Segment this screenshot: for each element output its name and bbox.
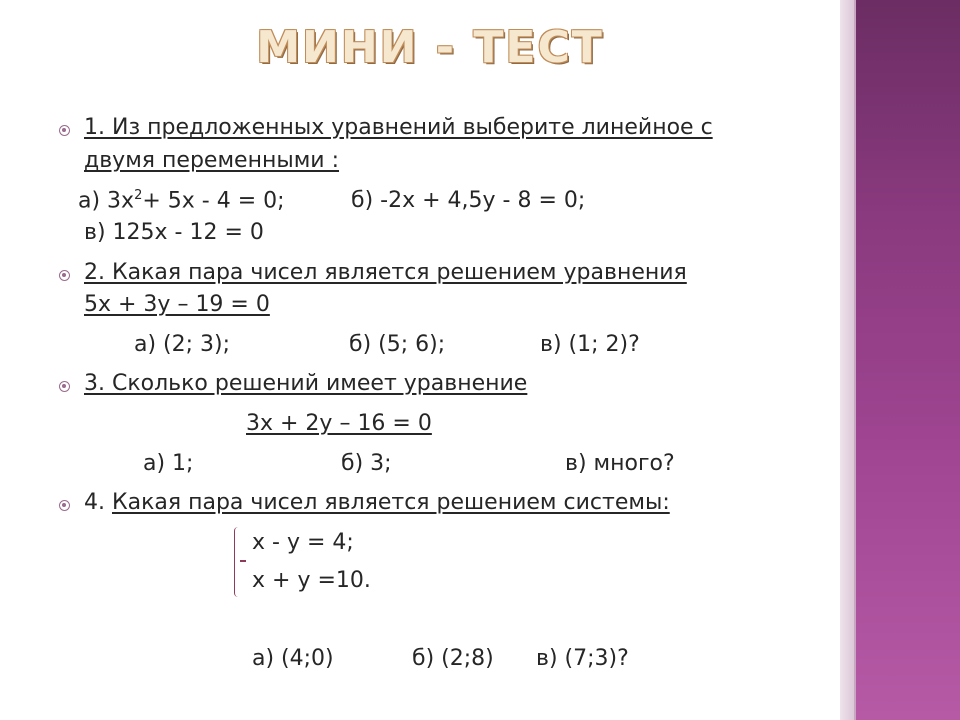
q1-option-c: в) 125х - 12 = 0 xyxy=(84,220,264,245)
q4-option-b: б) (2;8) xyxy=(412,646,494,671)
q2-option-a: а) (2; 3); xyxy=(134,332,231,357)
q3-option-a: а) 1; xyxy=(143,451,194,476)
q4-option-a: а) (4;0) xyxy=(252,646,334,671)
circle-bullet-icon xyxy=(59,381,70,392)
circle-bullet-icon xyxy=(59,270,70,281)
circle-bullet-icon xyxy=(59,500,70,511)
q3-equation: 3х + 2у – 16 = 0 xyxy=(246,411,432,436)
circle-bullet-icon xyxy=(59,125,70,136)
q2-option-b: б) (5; 6); xyxy=(349,332,446,357)
q4-option-c: в) (7;3)? xyxy=(536,646,629,671)
system-brace xyxy=(234,527,245,597)
q4-line xyxy=(84,490,670,515)
q4-text: Какая пара чисел является решением системы: xyxy=(111,490,670,515)
q2-line2: 5х + 3у – 19 = 0 xyxy=(84,292,270,317)
q2-option-c: в) (1; 2)? xyxy=(540,332,640,357)
q1-line1: 1. Из предложенных уравнений выберите линейное с xyxy=(84,115,713,140)
q3-line1: 3. Сколько решений имеет уравнение xyxy=(84,371,528,396)
q1-option-a-suffix: + 5х - 4 = 0; xyxy=(142,188,285,214)
q1-option-a xyxy=(78,188,285,213)
q1-option-a-exponent: 2 xyxy=(134,188,143,203)
q1-option-a-prefix: а) 3х xyxy=(78,188,135,214)
q1-line2: двумя переменными : xyxy=(84,148,340,173)
system-brace-tick xyxy=(240,560,246,562)
q2-line1: 2. Какая пара чисел является решением уравнения xyxy=(84,260,687,285)
q3-option-b: б) 3; xyxy=(341,451,392,476)
q4-equation-2: х + у =10. xyxy=(252,568,371,593)
slide-title: МИНИ - ТЕСТ xyxy=(256,22,604,73)
q3-option-c: в) много? xyxy=(565,451,675,476)
q4-equation-1: х - у = 4; xyxy=(252,530,354,555)
decorative-stripe-purple xyxy=(856,0,960,720)
q4-number: 4. xyxy=(84,490,112,515)
q1-option-b: б) -2х + 4,5у - 8 = 0; xyxy=(351,188,586,213)
